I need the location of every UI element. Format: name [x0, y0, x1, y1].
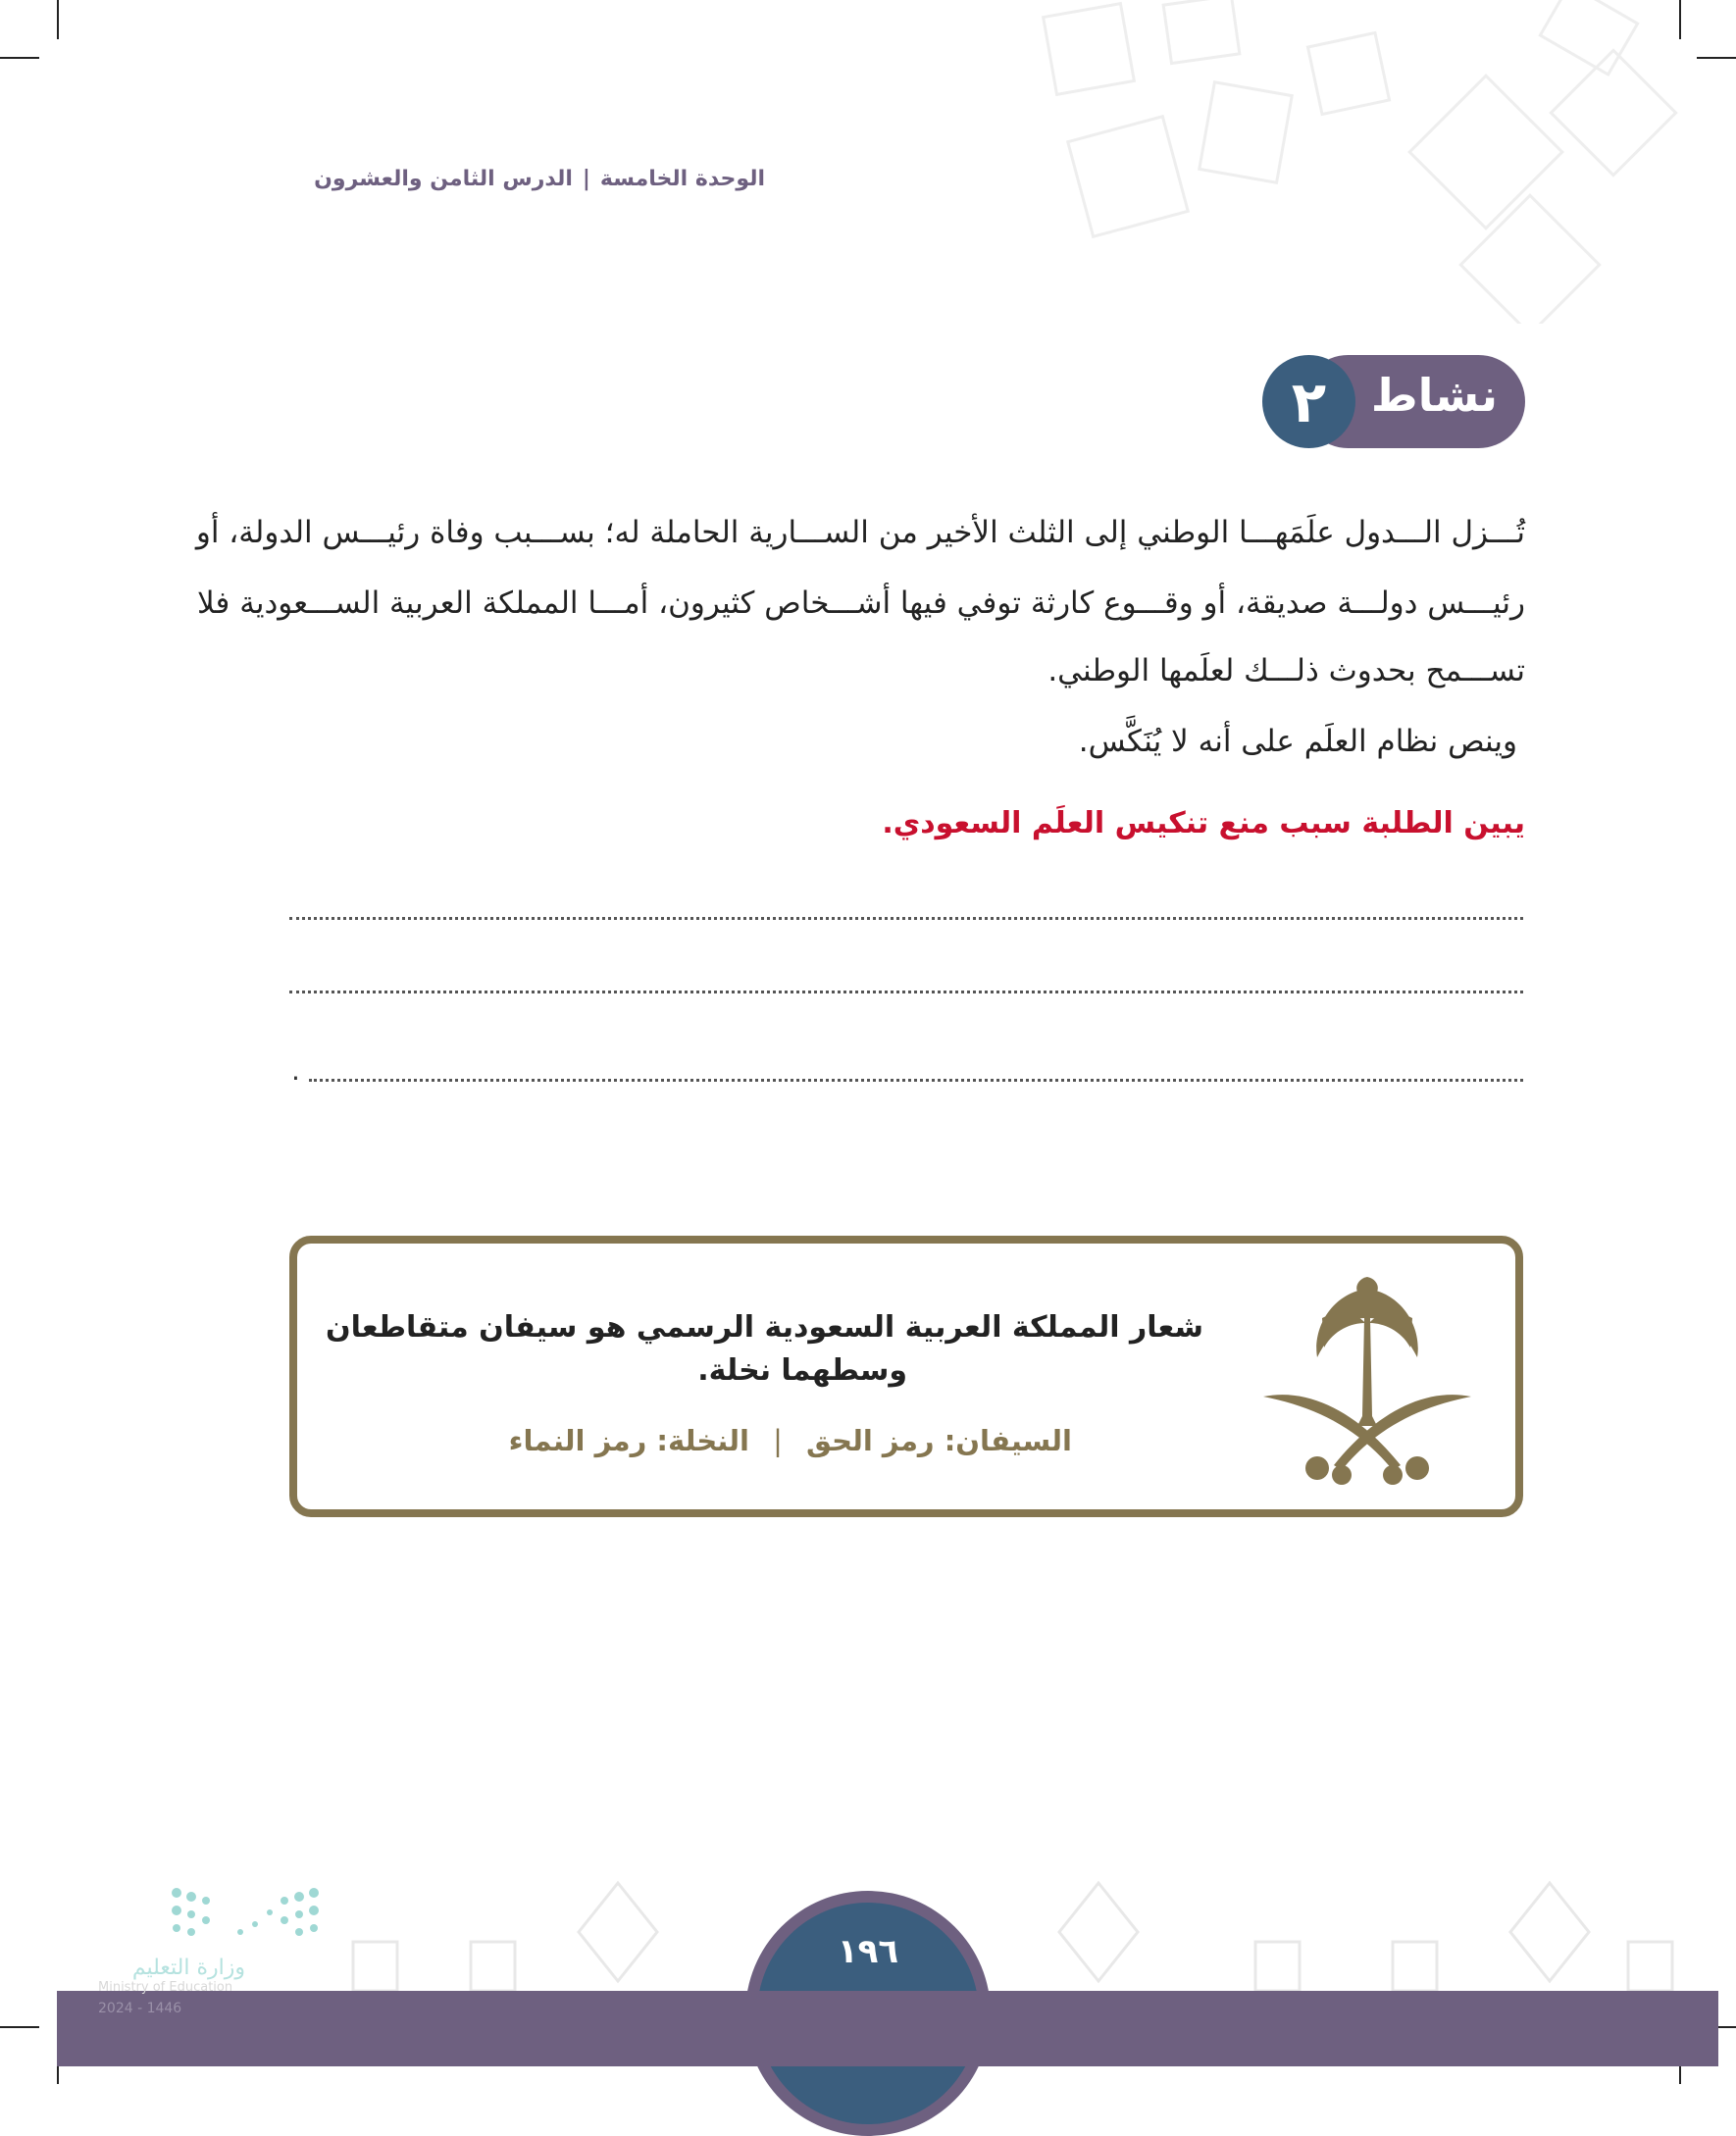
info-line-1: شعار المملكة العربية السعودية الرسمي هو سيفان متقاطعان — [326, 1310, 1203, 1345]
symbols-separator: | — [773, 1424, 783, 1457]
paragraph-line: وينص نظام العلَم على أنه لا يُنَكَّس. — [1078, 724, 1517, 759]
crop-mark — [0, 2026, 39, 2028]
activity-number: ٢ — [1262, 355, 1355, 448]
activity-label: نشاط — [1370, 369, 1498, 422]
lesson-title: الدرس الثامن والعشرون — [314, 167, 573, 191]
swords-meaning: السيفان: رمز الحق — [805, 1424, 1072, 1457]
edition-year: 2024 - 1446 — [98, 2001, 182, 2016]
ministry-logo — [98, 1883, 324, 2016]
answer-line[interactable] — [289, 991, 1523, 993]
answer-line[interactable] — [309, 1079, 1523, 1082]
activity-badge — [1262, 355, 1525, 448]
info-box — [289, 1236, 1523, 1517]
ministry-name-en: Ministry of Education — [98, 1980, 233, 1995]
ministry-dots-icon — [167, 1883, 324, 1952]
paragraph-line: تســـمح بحدوث ذلـــك لعلَمها الوطني. — [1047, 653, 1525, 688]
info-symbols — [509, 1424, 1072, 1457]
paragraph-line: رئيـــس دولـــة صديقة، أو وقـــوع كارثة توفي فيها أشـــخاص كثيرون، أمـــا المملكة العربية الســـعودية فلا — [197, 585, 1525, 621]
task-instruction: يبين الطلبة سبب منع تنكيس العلَم السعودي. — [882, 806, 1525, 840]
palm-meaning: النخلة: رمز النماء — [508, 1424, 749, 1457]
header-separator: | — [582, 167, 590, 191]
answer-end-mark: . — [291, 1054, 300, 1087]
page-number: ١٩٦ — [837, 1932, 899, 1971]
crop-mark — [57, 0, 59, 39]
crop-mark — [0, 57, 39, 59]
saudi-emblem-icon — [1263, 1269, 1471, 1485]
info-line-2: وسطهما نخلة. — [697, 1353, 907, 1388]
running-header — [314, 167, 765, 191]
ministry-name-ar: وزارة التعليم — [131, 1956, 245, 1980]
decorative-pattern — [1020, 0, 1736, 324]
unit-title: الوحدة الخامسة — [599, 167, 765, 191]
answer-line[interactable] — [289, 917, 1523, 920]
paragraph-line: تُـــزل الـــدول علَمَهـــا الوطني إلى الثلث الأخير من الســـارية الحاملة له؛ بســـبب وفاة رئيـــس الدولة، أو — [195, 515, 1525, 550]
